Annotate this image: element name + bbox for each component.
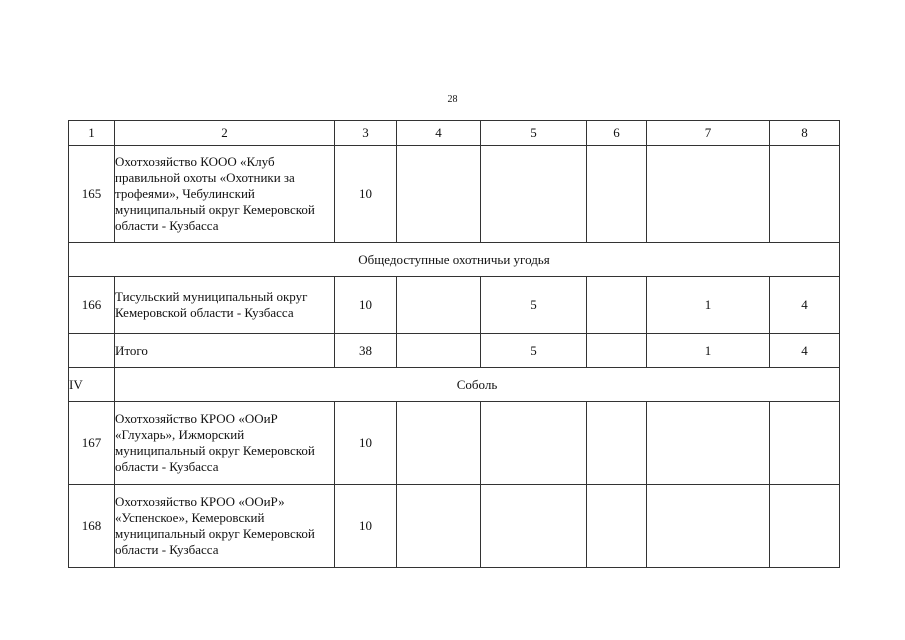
hunting-quota-table <box>68 120 840 568</box>
header-col-6: 6 <box>587 121 647 146</box>
row-col-5 <box>481 402 587 485</box>
row-col-4 <box>397 277 481 334</box>
total-row <box>69 334 840 368</box>
row-col-5: 5 <box>481 334 587 368</box>
header-col-7: 7 <box>647 121 770 146</box>
row-col-6 <box>587 277 647 334</box>
row-col-7: 1 <box>647 334 770 368</box>
row-col-8 <box>770 485 840 568</box>
section-title: Соболь <box>115 368 840 402</box>
row-number: 166 <box>69 277 115 334</box>
row-col-4 <box>397 334 481 368</box>
row-col-4 <box>397 402 481 485</box>
row-col-3: 10 <box>335 277 397 334</box>
row-col-8: 4 <box>770 334 840 368</box>
row-col-3: 10 <box>335 146 397 243</box>
row-name: Охотхозяйство КРОО «ООиР «Глухарь», Ижморский муниципальный округ Кемеровской области - Кузбасса <box>115 402 335 485</box>
section-title: Общедоступные охотничьи угодья <box>69 243 840 277</box>
row-col-5 <box>481 146 587 243</box>
section-roman-number: IV <box>69 368 115 402</box>
row-number: 167 <box>69 402 115 485</box>
row-col-6 <box>587 485 647 568</box>
table-row <box>69 146 840 243</box>
row-col-3: 38 <box>335 334 397 368</box>
row-col-3: 10 <box>335 485 397 568</box>
row-col-3: 10 <box>335 402 397 485</box>
row-col-5: 5 <box>481 277 587 334</box>
header-col-2: 2 <box>115 121 335 146</box>
row-number: 165 <box>69 146 115 243</box>
row-col-5 <box>481 485 587 568</box>
page-number: 28 <box>447 94 458 105</box>
row-col-7 <box>647 402 770 485</box>
row-number: 168 <box>69 485 115 568</box>
row-col-8 <box>770 146 840 243</box>
header-col-4: 4 <box>397 121 481 146</box>
row-number <box>69 334 115 368</box>
row-col-4 <box>397 146 481 243</box>
row-col-4 <box>397 485 481 568</box>
header-row <box>69 121 840 146</box>
table-row <box>69 277 840 334</box>
row-col-8: 4 <box>770 277 840 334</box>
row-name: Охотхозяйство КРОО «ООиР» «Успенское», Кемеровский муниципальный округ Кемеровской области - Кузбасса <box>115 485 335 568</box>
table-row <box>69 402 840 485</box>
row-col-6 <box>587 402 647 485</box>
header-col-1: 1 <box>69 121 115 146</box>
total-label: Итого <box>115 334 335 368</box>
section-row-public-grounds <box>69 243 840 277</box>
row-col-7 <box>647 485 770 568</box>
row-col-6 <box>587 146 647 243</box>
row-col-8 <box>770 402 840 485</box>
header-col-5: 5 <box>481 121 587 146</box>
row-name: Тисульский муниципальный округ Кемеровской области - Кузбасса <box>115 277 335 334</box>
header-col-3: 3 <box>335 121 397 146</box>
row-col-7: 1 <box>647 277 770 334</box>
table-row <box>69 485 840 568</box>
row-col-7 <box>647 146 770 243</box>
section-row-sable <box>69 368 840 402</box>
header-col-8: 8 <box>770 121 840 146</box>
row-col-6 <box>587 334 647 368</box>
row-name: Охотхозяйство КООО «Клуб правильной охоты «Охотники за трофеями», Чебулинский муниципальный округ Кемеровской области - Кузбасса <box>115 146 335 243</box>
